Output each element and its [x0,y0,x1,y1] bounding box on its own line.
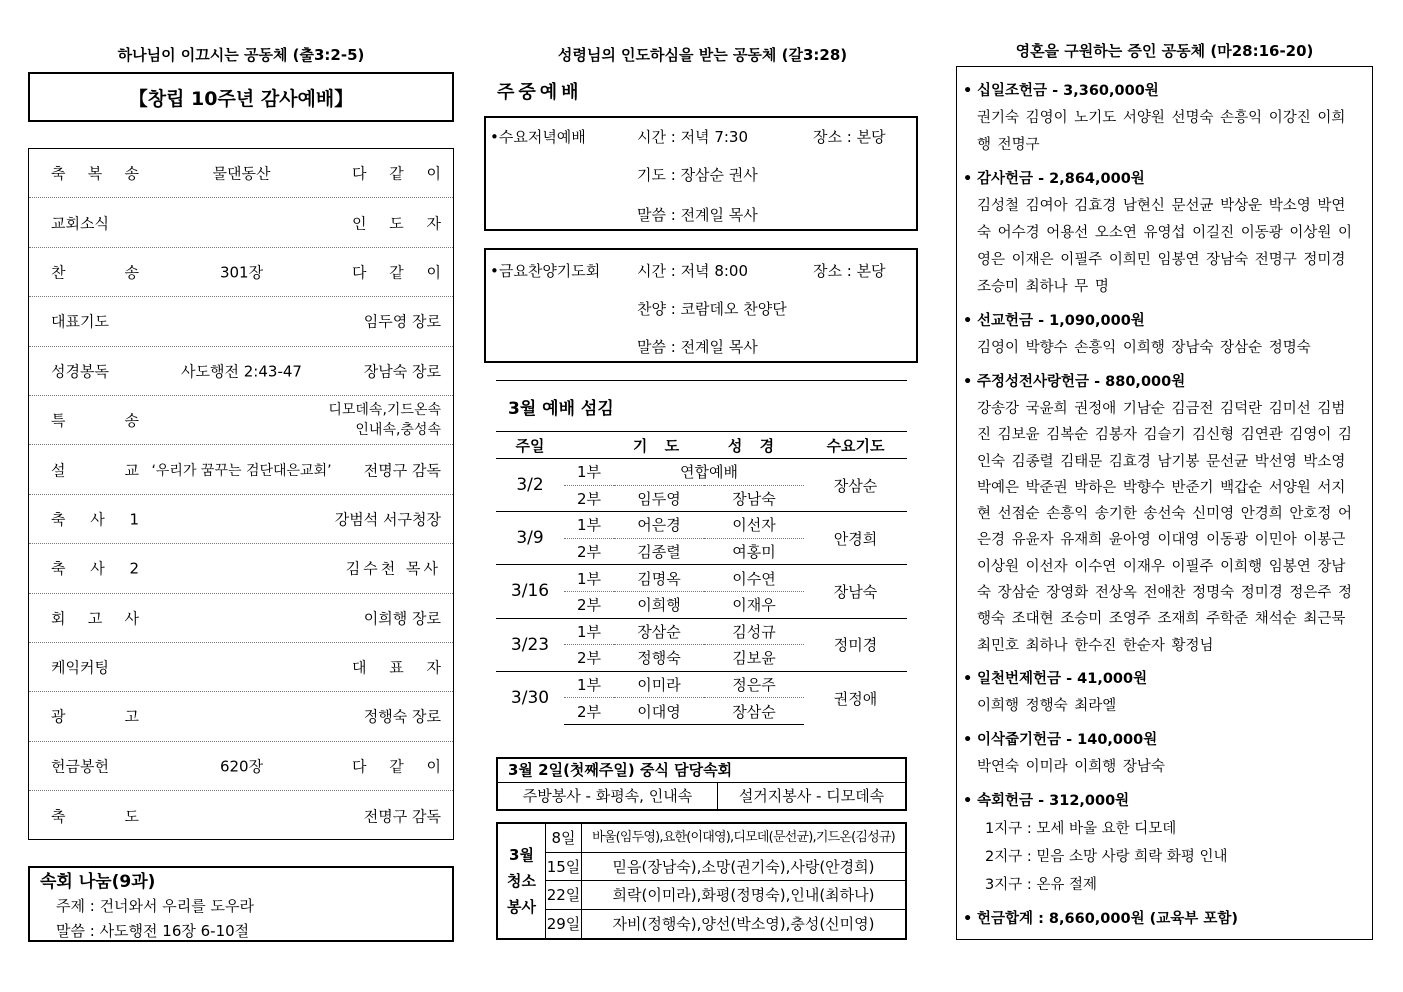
order-item: 특 송 [51,411,139,430]
order-item: 광 고 [51,707,139,726]
cleaning-row [546,881,905,910]
week-date: 3/2 [496,459,564,512]
wed-prayer: 정미경 [804,618,907,671]
prayer-leader: 김종렬 [614,538,704,565]
order-content: 301장 [219,263,264,282]
wed-prayer: 권정애 [804,671,907,724]
offering-heading: 이삭줍기헌금 - 140,000원 [977,731,1158,748]
order-leader: 정행숙 장로 [363,707,441,726]
table-row [496,512,907,539]
bullet-icon: • [963,374,973,390]
weekday-services-heading: 주중예배 [497,82,583,103]
order-row [29,248,453,297]
order-row [29,791,453,840]
prayer-leader: 장삼순 [614,618,704,645]
part: 2부 [564,645,614,672]
bullet-icon: • [963,670,973,687]
offering-group [963,307,1356,362]
wednesday-service-name: •수요저녁예배 [490,128,586,146]
order-leader: 임두영 장로 [363,312,441,331]
cleaning-groups: 희락(이미라),화평(정명숙),인내(최하나) [612,886,875,904]
order-row [29,692,453,741]
order-row [29,445,453,494]
scripture-reader: 여홍미 [704,538,804,565]
prayer-leader: 이희행 [614,591,704,618]
cleaning-label-line3: 봉사 [507,898,536,916]
order-item: 축 사 1 [51,510,139,529]
service-title: 【창립 10주년 감사예배】 [28,72,454,122]
friday-service-name: •금요찬양기도회 [490,262,601,280]
order-of-worship [28,148,454,840]
table-header-row [496,432,907,459]
meal-duty-box [496,757,907,811]
friday-service-sermon: 말씀 : 전계일 목사 [637,338,758,356]
offering-heading: 속회헌금 - 312,000원 [977,792,1130,809]
order-item: 교회소식 [51,214,109,233]
part: 2부 [564,485,614,512]
wed-prayer: 안경희 [804,512,907,565]
order-item: 헌금봉헌 [51,757,109,776]
order-leader: 다 같 이 [351,757,450,776]
order-leader: 전명구 감독 [363,461,441,480]
friday-service-time: 시간 : 저녁 8:00 [637,262,749,280]
order-leader: 전명구 감독 [363,807,441,826]
dish-duty: 설거지봉사 - 디모데속 [738,787,885,805]
order-leader [328,400,441,440]
scripture-reader: 이수연 [704,565,804,592]
order-leader: 인 도 자 [351,214,450,233]
week-date: 3/23 [496,618,564,671]
district-line: 1지구 : 모세 바울 요한 디모데 [985,820,1177,837]
cleaning-date: 15일 [546,853,582,881]
order-leader: 다 같 이 [351,263,450,282]
column2-title: 성령님의 인도하심을 받는 공동체 (갈3:28) [557,46,848,64]
bullet-icon: • [963,731,973,748]
cleaning-date: 22일 [546,881,582,909]
prayer-leader: 어은경 [614,512,704,539]
cleaning-row [546,853,905,882]
scripture-reader: 김성규 [704,618,804,645]
cell-group-theme: 주제 : 건너와서 우리를 도우라 [56,897,255,915]
scripture-reader: 이선자 [704,512,804,539]
header-part [564,432,614,459]
order-row [29,149,453,198]
order-leader: 대 표 자 [351,658,450,677]
offering-names: 김성철 김여아 김효경 남현신 문선균 박상운 박소영 박연숙 어수경 어용선 오소연 유영섭 이길진 이동광 이상원 이영은 이재은 이필주 이희민 임봉연 장남숙 전명구 정미경 조승미 최하나 무 명 [977,198,1353,295]
order-item: 축 복 송 [51,164,139,183]
offering-group [963,368,1356,659]
offering-names: 박연숙 이미라 이희행 장남숙 [977,758,1165,775]
scripture-reader: 장삼순 [704,698,804,725]
order-item: 설 교 [51,461,139,480]
header-wed-prayer: 수요기도 [804,432,907,459]
offering-names: 김영이 박향수 손흥익 이희행 장남숙 장삼순 정명숙 [977,340,1311,356]
friday-service-praise: 찬양 : 코람데오 찬양단 [637,300,787,318]
meal-duty-title: 3월 2일(첫째주일) 중식 담당속회 [498,759,905,783]
order-leader-line2: 인내속,충성속 [355,422,441,439]
prayer-leader: 정행숙 [614,645,704,672]
friday-service-box [484,248,918,363]
part: 1부 [564,618,614,645]
week-date: 3/16 [496,565,564,618]
prayer-leader: 연합예배 [614,459,804,486]
cleaning-duty-label [498,824,546,938]
cleaning-label-line2: 청소 [507,872,536,890]
table-row [496,459,907,486]
cleaning-duty-box [496,822,907,940]
offering-group [963,787,1356,899]
offering-heading: 주정성전사랑헌금 - 880,000원 [977,374,1186,390]
wednesday-service-prayer: 기도 : 장삼순 권사 [637,166,758,184]
order-row [29,594,453,643]
prayer-leader: 김명옥 [614,565,704,592]
part: 2부 [564,538,614,565]
order-item: 회 고 사 [51,609,139,628]
header-week: 주일 [496,432,564,459]
part: 2부 [564,698,614,725]
header-prayer: 기 도 [614,432,704,459]
offering-total-text: 헌금합계 : 8,660,000원 (교육부 포함) [977,910,1238,927]
order-item: 케익커팅 [51,658,109,677]
order-row [29,198,453,247]
offering-names: 강송강 국윤희 권정애 기남순 김금전 김덕란 김미선 김범진 김보윤 김복순 김봉자 김슬기 김신형 김연관 김영이 김인숙 김종렬 김태문 김효경 남기봉 문선균 박선영 박소영 박예은 박준권 박하은 박향수 반준기 백갑순 서양원 서지현 선점순 손흥익 송기한 송선숙 신미영 안경희 안호정 어은경 유윤자 유재희 윤아영 이대영 이동광 이민아 이봉근 이상원 이선자 이수연 이재우 이필주 이희행 임봉연 장남숙 장삼순 장영화 전상옥 전애찬 정명숙 정미경 정은주 정행숙 조대현 조승미 조영주 조재희 주학준 채석순 최근묵 최민호 최하나 한수진 한순자 황정님 [977,401,1353,654]
part: 2부 [564,591,614,618]
header-scripture: 성 경 [704,432,804,459]
cleaning-date: 29일 [546,910,582,939]
schedule-title: 3월 예배 섬김 [508,399,614,419]
order-content: 620장 [219,757,264,776]
order-leader: 강범석 서구청장 [334,510,441,529]
order-row [29,544,453,593]
district-line: 2지구 : 믿음 소망 사랑 희락 화평 인내 [985,848,1228,865]
offering-names: 이희행 정행숙 최라엘 [977,697,1117,714]
cleaning-row [546,910,905,939]
divider [496,380,907,381]
service-schedule-table [496,431,907,725]
order-item: 축 도 [51,807,139,826]
scripture-reader: 이재우 [704,591,804,618]
order-item: 대표기도 [51,312,109,331]
offering-list [956,66,1373,940]
bullet-icon: • [963,792,973,809]
wednesday-service-box [484,116,918,231]
scripture-reader: 정은주 [704,671,804,698]
order-row [29,742,453,791]
order-row [29,396,453,445]
order-content: 물댄동산 [212,164,271,183]
offering-names: 권기숙 김영이 노기도 서양원 선명숙 손흥익 이강진 이희행 전명구 [977,110,1346,153]
kitchen-duty: 주방봉사 - 화평속, 인내속 [498,783,718,811]
column3-title: 영혼을 구원하는 증인 공동체 (마28:16-20) [1015,42,1314,60]
friday-service-place: 장소 : 본당 [813,262,886,280]
offering-heading: 감사헌금 - 2,864,000원 [977,171,1145,187]
wed-prayer: 장삼순 [804,459,907,512]
cell-group-box [28,866,454,942]
order-row [29,297,453,346]
wednesday-service-time: 시간 : 저녁 7:30 [637,128,749,146]
part: 1부 [564,512,614,539]
cleaning-groups: 자비(정행숙),양선(박소영),충성(신미영) [612,914,875,933]
order-content: 사도행전 2:43-47 [181,362,302,381]
offering-group [963,165,1356,301]
order-item: 찬 송 [51,263,139,282]
bullet-icon: • [963,83,973,99]
cell-group-scripture: 말씀 : 사도행전 16장 6-10절 [56,922,250,940]
week-date: 3/30 [496,671,564,724]
part: 1부 [564,671,614,698]
week-date: 3/9 [496,512,564,565]
district-line: 3지구 : 온유 절제 [985,876,1097,893]
offering-heading: 일천번제헌금 - 41,000원 [977,670,1148,687]
cleaning-label-line1: 3월 [509,846,534,864]
wednesday-service-place: 장소 : 본당 [813,128,886,146]
order-item: 성경봉독 [51,362,109,381]
cell-group-title: 속회 나눔(9과) [40,872,156,892]
offering-total [963,905,1356,933]
part: 1부 [564,459,614,486]
cleaning-row [546,824,905,853]
order-leader: 김수천 목사 [345,559,441,578]
wed-prayer: 장남숙 [804,565,907,618]
prayer-leader: 이대영 [614,698,704,725]
cleaning-date: 8일 [546,824,582,852]
bullet-icon: • [963,910,973,927]
order-row [29,347,453,396]
offering-group [963,726,1356,781]
scripture-reader: 장남숙 [704,485,804,512]
bullet-icon: • [963,313,973,329]
order-leader: 다 같 이 [351,164,450,183]
order-leader: 장남숙 장로 [363,362,441,381]
table-row [496,671,907,698]
table-row [496,565,907,592]
column1-title: 하나님이 이끄시는 공동체 (출3:2-5) [117,46,365,64]
offering-group [963,77,1356,159]
wednesday-service-sermon: 말씀 : 전계일 목사 [637,206,758,224]
part: 1부 [564,565,614,592]
order-content: ‘우리가 꿈꾸는 검단대은교회’ [151,462,332,479]
prayer-leader: 이미라 [614,671,704,698]
offering-heading: 십일조헌금 - 3,360,000원 [977,83,1159,99]
order-row [29,495,453,544]
order-leader: 이희행 장로 [363,609,441,628]
offering-group [963,665,1356,720]
order-row [29,643,453,692]
meal-duty-row [498,783,905,811]
prayer-leader: 임두영 [614,485,704,512]
bullet-icon: • [963,171,973,187]
cleaning-groups: 바울(임두영),요한(이대영),디모데(문선균),기드온(김성규) [592,830,895,845]
cleaning-groups: 믿음(장남숙),소망(권기숙),사랑(안경희) [612,857,875,876]
scripture-reader: 김보윤 [704,645,804,672]
offering-heading: 선교헌금 - 1,090,000원 [977,313,1145,329]
order-item: 축 사 2 [51,559,139,578]
order-leader-line1: 디모데속,기드온속 [328,402,441,419]
table-row [496,618,907,645]
